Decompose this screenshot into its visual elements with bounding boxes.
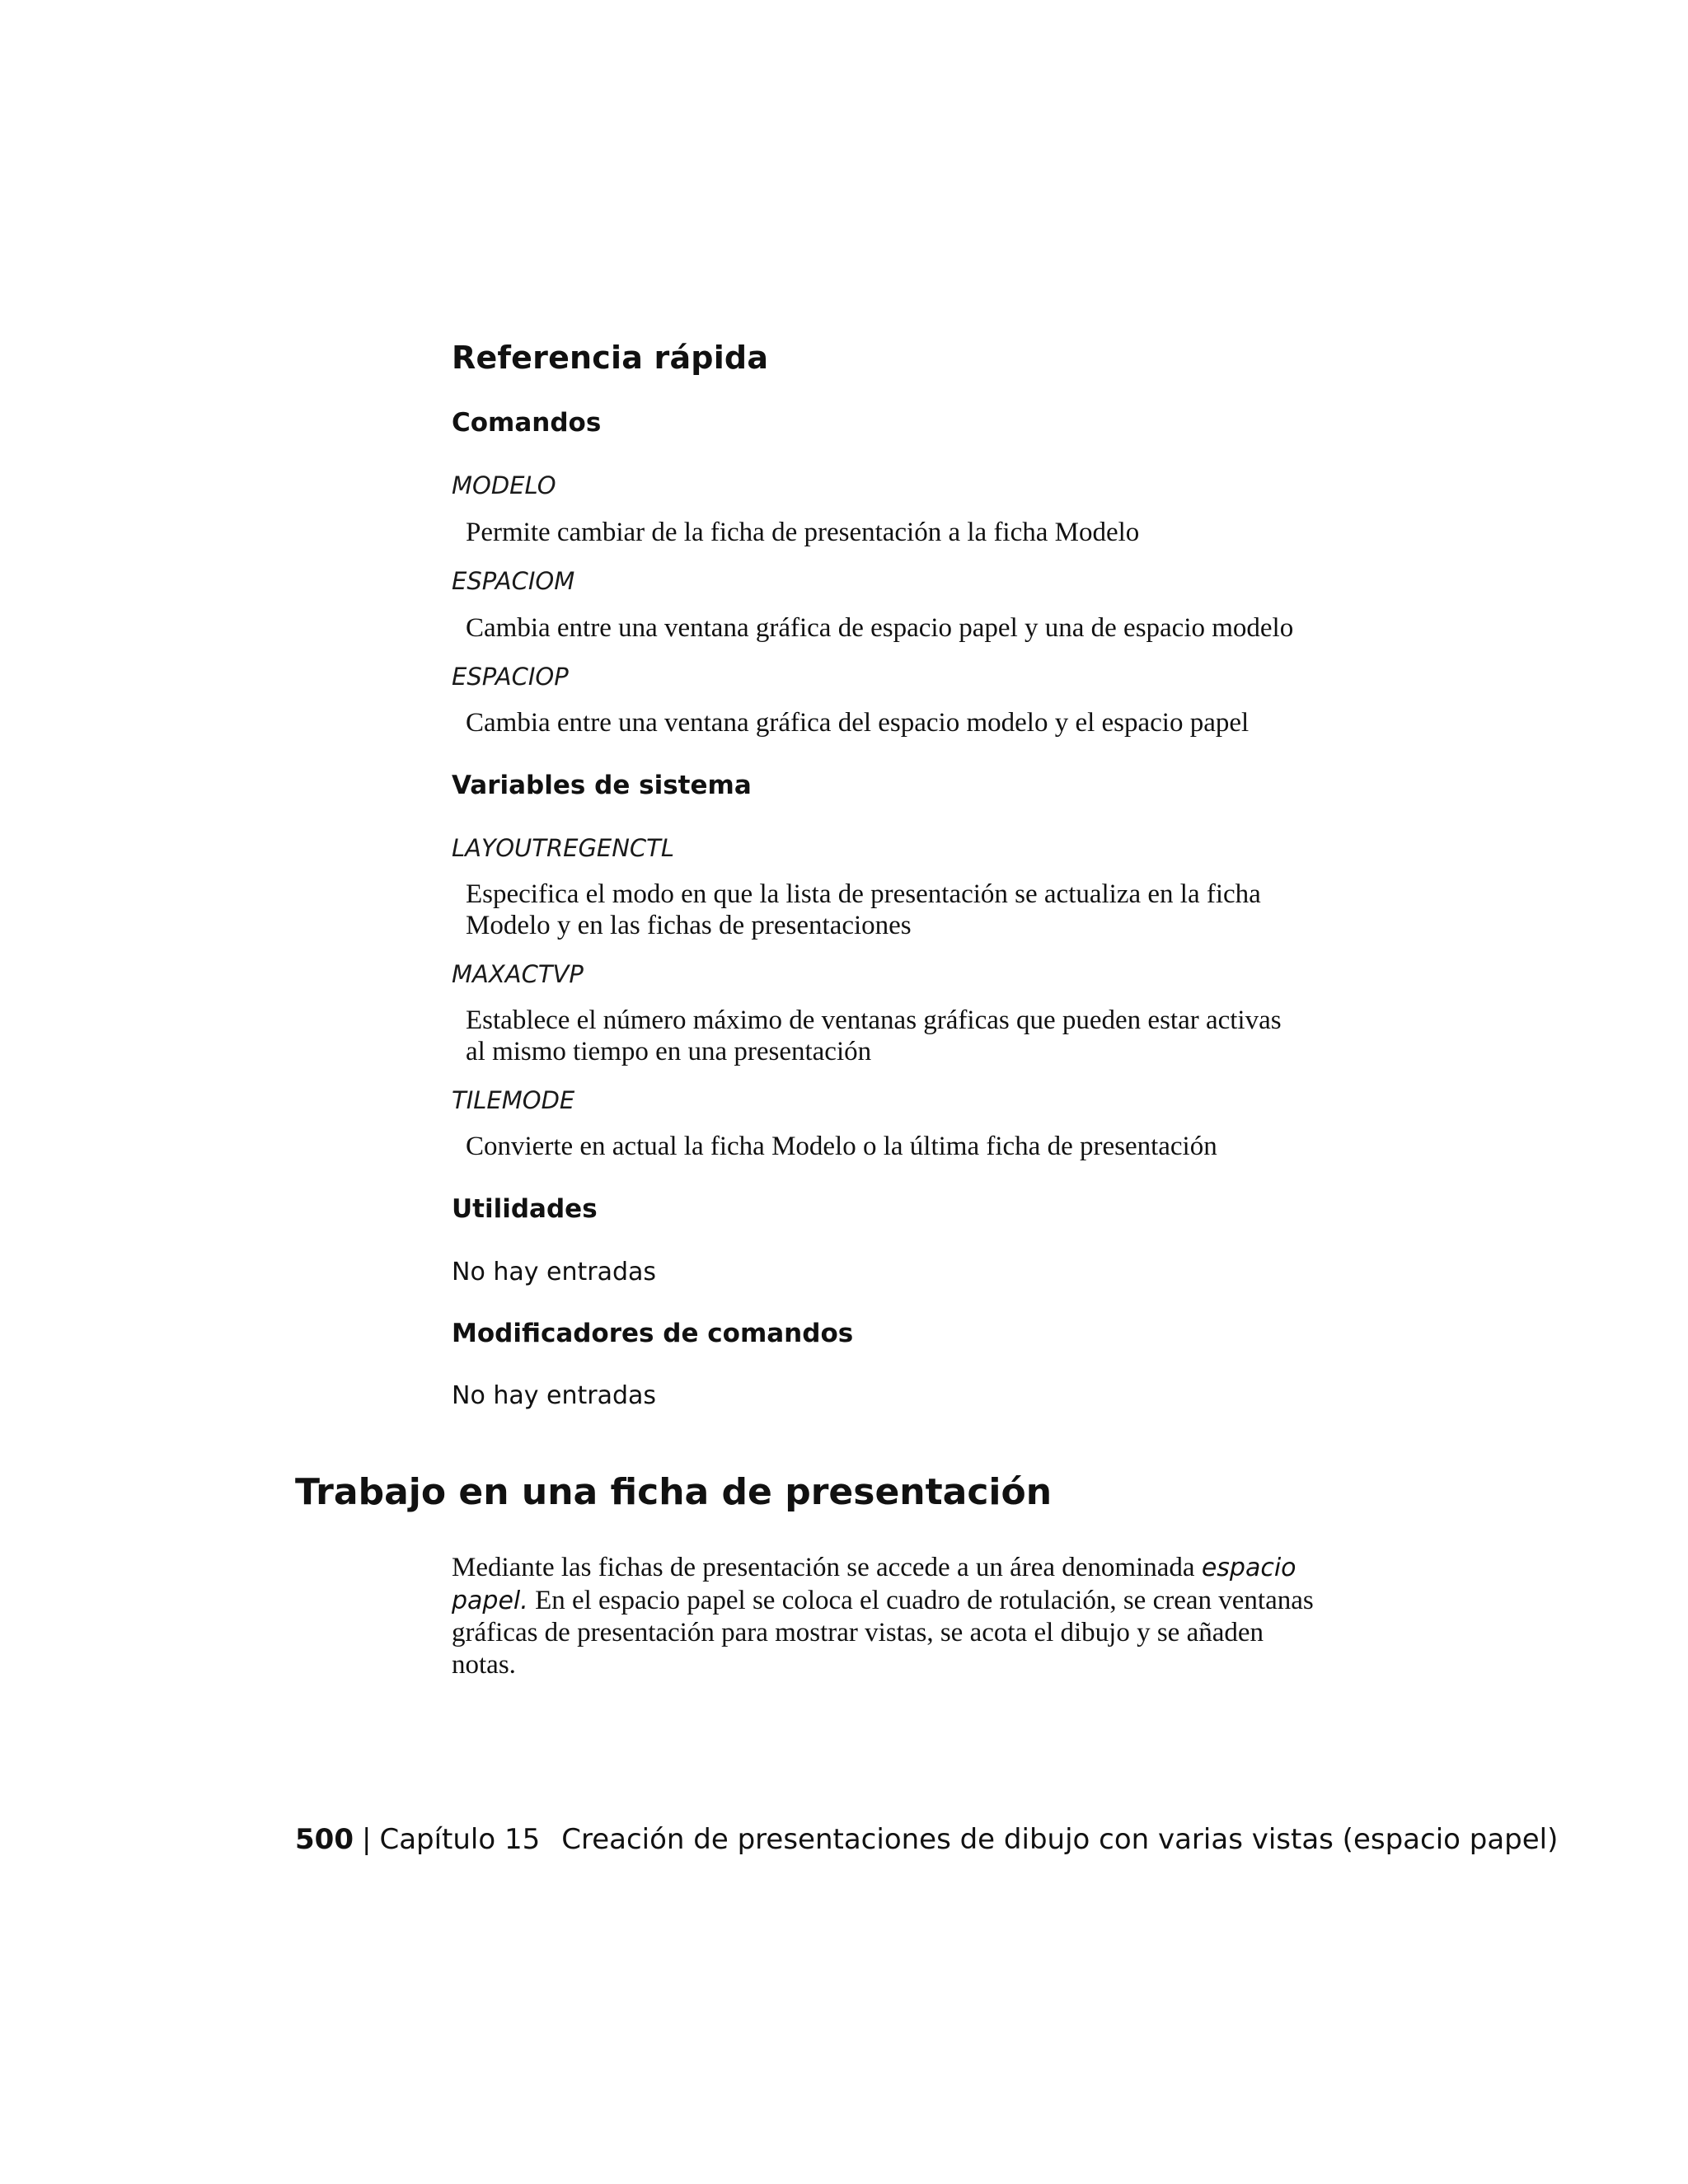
command-description: Permite cambiar de la ficha de presentación a la ficha Modelo [466,518,1140,547]
command-name: ESPACIOM [452,567,575,595]
sysvar-description-line: Especifica el modo en que la lista de presentación se actualiza en la ficha [466,879,1261,909]
paragraph-text: En el espacio papel se coloca el cuadro de rotulación, se crean ventanas [528,1585,1314,1615]
sysvar-description [466,1131,1339,1162]
paragraph-text: gráficas de presentación para mostrar vistas, se acota el dibujo y se añaden [452,1618,1264,1647]
sysvar-description-line: al mismo tiempo en una presentación [466,1037,872,1066]
sysvar-name: TILEMODE [452,1086,575,1114]
page-footer [295,1823,1558,1856]
command-modifiers-text: No hay entradas [452,1381,657,1410]
quick-reference-title: Referencia rápida [452,340,769,376]
command-name: MODELO [452,471,556,499]
command-description: Cambia entre una ventana gráfica del espacio modelo y el espacio papel [466,708,1250,738]
section-title: Trabajo en una ficha de presentación [295,1471,1053,1513]
sysvar-name: MAXACTVP [452,960,584,988]
sysvar-name: LAYOUTREGENCTL [452,834,675,862]
footer-separator: | [361,1823,372,1856]
paragraph-italic-term: espacio [1201,1554,1296,1582]
utilities-heading: Utilidades [452,1194,598,1224]
command-modifiers-heading: Modificadores de comandos [452,1319,854,1348]
sysvar-description-line: Modelo y en las fichas de presentaciones [466,911,912,940]
sysvar-description [466,879,1339,941]
chapter-title: Creación de presentaciones de dibujo con varias vistas (espacio papel) [561,1823,1559,1856]
sysvar-description-line: Convierte en actual la ficha Modelo o la última ficha de presentación [466,1132,1217,1161]
paragraph-italic-term: papel. [452,1586,528,1615]
page-number: 500 [295,1823,354,1856]
commands-heading: Comandos [452,408,602,438]
paragraph-text: notas. [452,1649,516,1680]
section-paragraph [452,1552,1350,1680]
command-description: Cambia entre una ventana gráfica de espacio papel y una de espacio modelo [466,613,1294,643]
system-variables-heading: Variables de sistema [452,771,752,800]
sysvar-description-line: Establece el número máximo de ventanas gráficas que pueden estar activas [466,1005,1282,1035]
paragraph-text: Mediante las fichas de presentación se accede a un área denominada [452,1553,1202,1582]
sysvar-description [466,1005,1339,1067]
chapter-label: Capítulo 15 [379,1823,541,1856]
utilities-text: No hay entradas [452,1258,657,1286]
command-name: ESPACIOP [452,663,569,691]
